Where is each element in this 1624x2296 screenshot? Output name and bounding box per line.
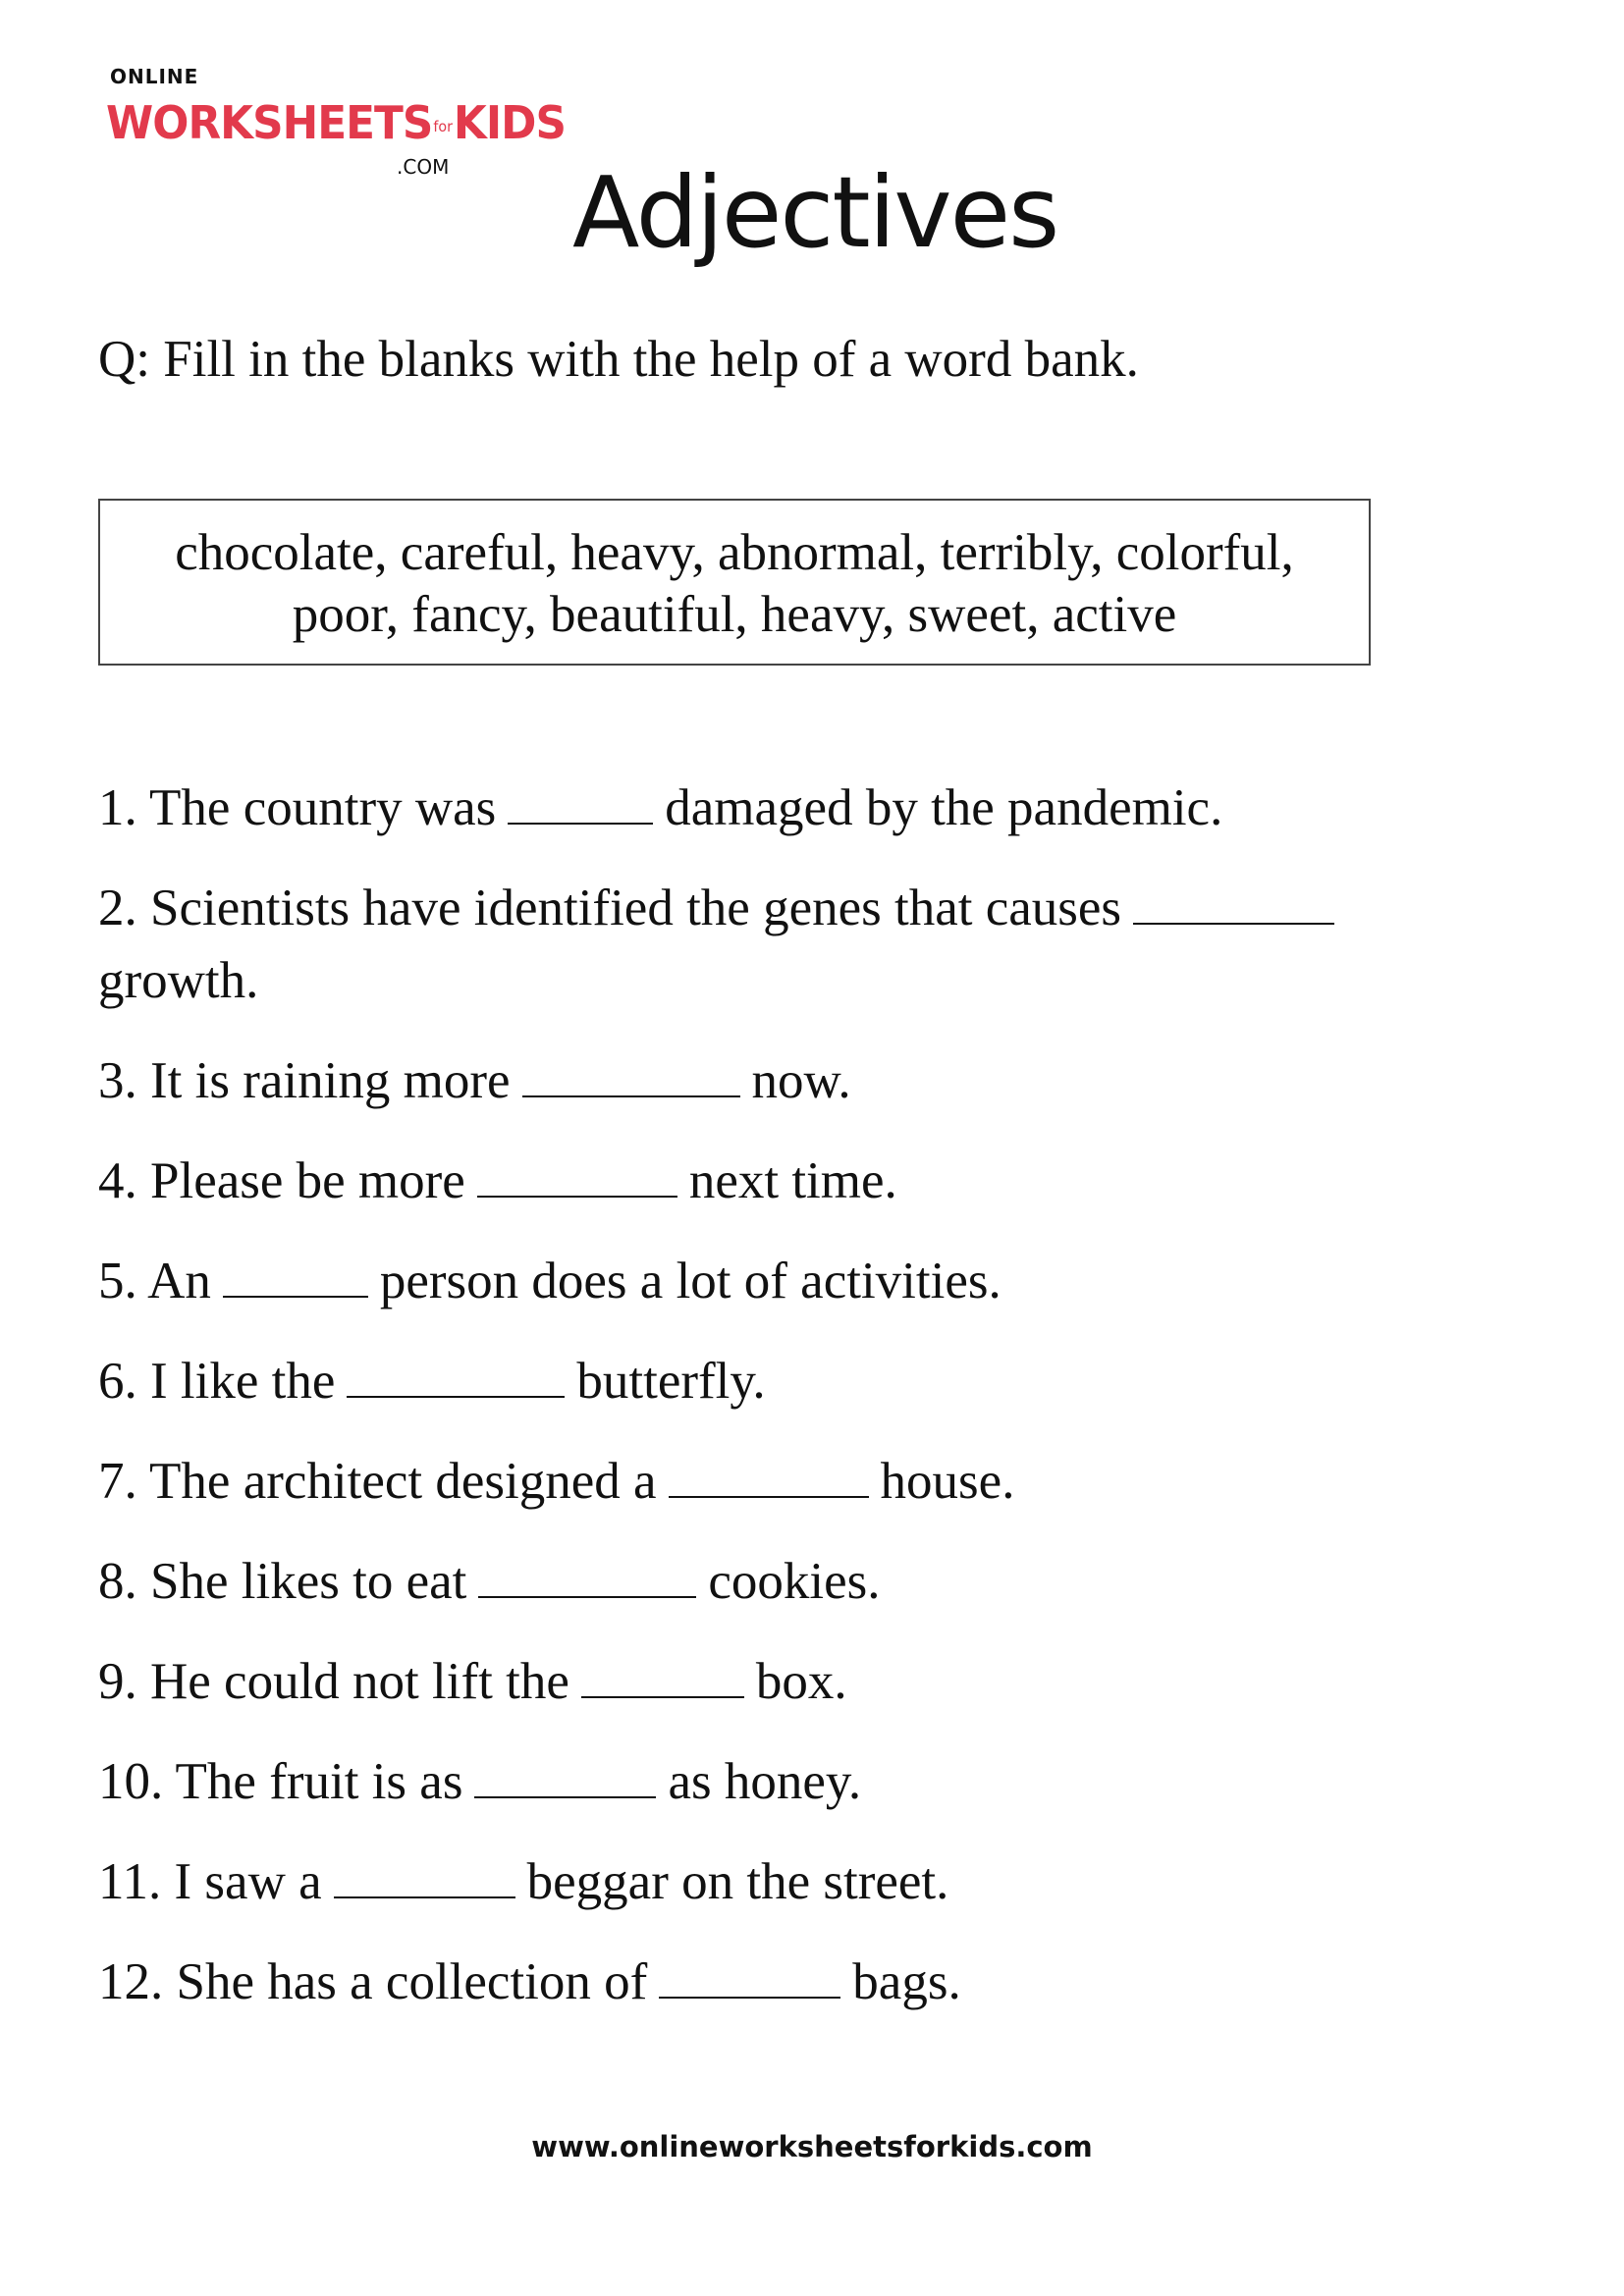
- site-logo: [106, 61, 566, 188]
- answer-blank[interactable]: [1133, 880, 1334, 925]
- item-text-before: 11. I saw a: [98, 1853, 322, 1910]
- question-list: [98, 772, 1532, 2046]
- question-item-3: [98, 1044, 1532, 1117]
- question-item-4: [98, 1145, 1532, 1217]
- question-item-7: [98, 1445, 1532, 1518]
- word-bank-line-1: chocolate, careful, heavy, abnormal, terribly, colorful,: [175, 524, 1294, 581]
- word-bank-box: [98, 499, 1371, 666]
- item-text-before: 9. He could not lift the: [98, 1653, 569, 1710]
- answer-blank[interactable]: [522, 1052, 740, 1097]
- question-item-9: [98, 1645, 1532, 1718]
- item-text-after: next time.: [688, 1152, 897, 1209]
- item-text-before: 2. Scientists have identified the genes that causes: [98, 880, 1122, 936]
- answer-blank[interactable]: [659, 1953, 840, 1999]
- logo-worksheets-text: WORKSHEETS: [106, 96, 433, 149]
- item-text-after: growth.: [98, 952, 259, 1009]
- item-text-before: 6. I like the: [98, 1353, 336, 1410]
- question-item-5: [98, 1245, 1532, 1317]
- question-item-11: [98, 1845, 1532, 1918]
- logo-kids-text: KIDS: [453, 96, 566, 149]
- item-text-before: 10. The fruit is as: [98, 1753, 463, 1810]
- item-text-after: box.: [755, 1653, 847, 1710]
- answer-blank[interactable]: [508, 779, 653, 825]
- answer-blank[interactable]: [223, 1253, 368, 1298]
- logo-for-text: for: [433, 117, 453, 135]
- question-item-1: [98, 772, 1532, 844]
- word-bank-line-2: poor, fancy, beautiful, heavy, sweet, active: [292, 586, 1177, 643]
- question-item-10: [98, 1745, 1532, 1818]
- item-text-after: damaged by the pandemic.: [665, 779, 1223, 836]
- item-text-before: 4. Please be more: [98, 1152, 465, 1209]
- item-text-after: butterfly.: [576, 1353, 766, 1410]
- item-text-after: beggar on the street.: [526, 1853, 949, 1910]
- answer-blank[interactable]: [669, 1453, 869, 1498]
- item-text-after: bags.: [852, 1953, 961, 2010]
- item-text-before: 1. The country was: [98, 779, 497, 836]
- question-item-8: [98, 1545, 1532, 1618]
- question-item-2: [98, 872, 1532, 1017]
- item-text-after: cookies.: [708, 1553, 881, 1610]
- answer-blank[interactable]: [474, 1753, 656, 1798]
- logo-com-text: .COM: [397, 155, 450, 179]
- answer-blank[interactable]: [477, 1152, 677, 1198]
- question-item-6: [98, 1345, 1532, 1417]
- footer-url[interactable]: www.onlineworksheetsforkids.com: [531, 2130, 1093, 2163]
- answer-blank[interactable]: [581, 1653, 744, 1698]
- question-item-12: [98, 1946, 1532, 2018]
- item-text-after: now.: [751, 1052, 851, 1109]
- answer-blank[interactable]: [334, 1853, 515, 1898]
- question-instruction: Q: Fill in the blanks with the help of a word bank.: [98, 331, 1139, 388]
- logo-online-text: ONLINE: [110, 65, 199, 88]
- item-text-after: as honey.: [668, 1753, 862, 1810]
- answer-blank[interactable]: [478, 1553, 696, 1598]
- page-title: Adjectives: [572, 155, 1058, 270]
- item-text-after: house.: [880, 1453, 1015, 1510]
- item-text-before: 5. An: [98, 1253, 211, 1309]
- item-text-before: 12. She has a collection of: [98, 1953, 648, 2010]
- answer-blank[interactable]: [347, 1353, 565, 1398]
- logo-wordmark: [106, 96, 566, 149]
- item-text-before: 3. It is raining more: [98, 1052, 511, 1109]
- item-text-before: 8. She likes to eat: [98, 1553, 467, 1610]
- item-text-before: 7. The architect designed a: [98, 1453, 657, 1510]
- item-text-after: person does a lot of activities.: [379, 1253, 1001, 1309]
